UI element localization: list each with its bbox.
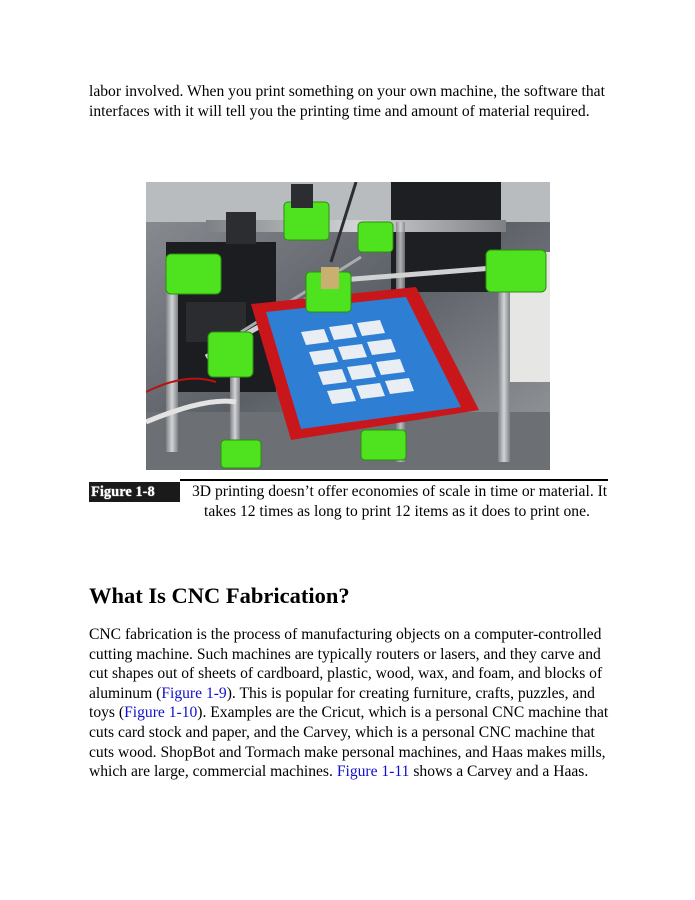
link-figure-1-10[interactable]: Figure 1-10 — [124, 704, 198, 722]
figure-caption: 3D printing doesn’t offer economies of scale in time or material. It takes 12 times as long to print 12 items as it does to print one. — [192, 483, 608, 520]
figure-label: Figure 1-8 — [89, 482, 180, 502]
paragraph-text-4: shows a Carvey and a Haas. — [409, 763, 589, 781]
paragraph-text-1: CNC fabrication is the process of manufacturing objects on a computer-controlled cutting machine. Such machines are typically routers or lasers, and they carve and cut shapes out of sheets of cardboard, plastic, wood, wax, and foam, and blocks of aluminum ( — [89, 626, 603, 702]
paragraph-text-3: ). Examples are the Cricut, which is a personal CNC machine that cuts card stock and paper, and the Carvey, which is a personal CNC machine that cuts wood. ShopBot and Tormach make personal machines, and Haas makes mills, which are large, commercial machines. — [89, 704, 609, 781]
link-figure-1-11[interactable]: Figure 1-11 — [336, 763, 410, 781]
3d-printer-photo — [146, 182, 550, 470]
paragraph-text-2: ). This is popular for creating furniture, crafts, puzzles, and toys ( — [89, 684, 595, 722]
link-figure-1-9[interactable]: Figure 1-9 — [161, 684, 227, 702]
figure-rule — [180, 479, 608, 481]
section-paragraph — [89, 625, 617, 782]
intro-paragraph: labor involved. When you print something on your own machine, the software that interfaces with it will tell you the printing time and amount of material required. — [89, 83, 605, 120]
section-heading: What Is CNC Fabrication? — [89, 583, 350, 608]
